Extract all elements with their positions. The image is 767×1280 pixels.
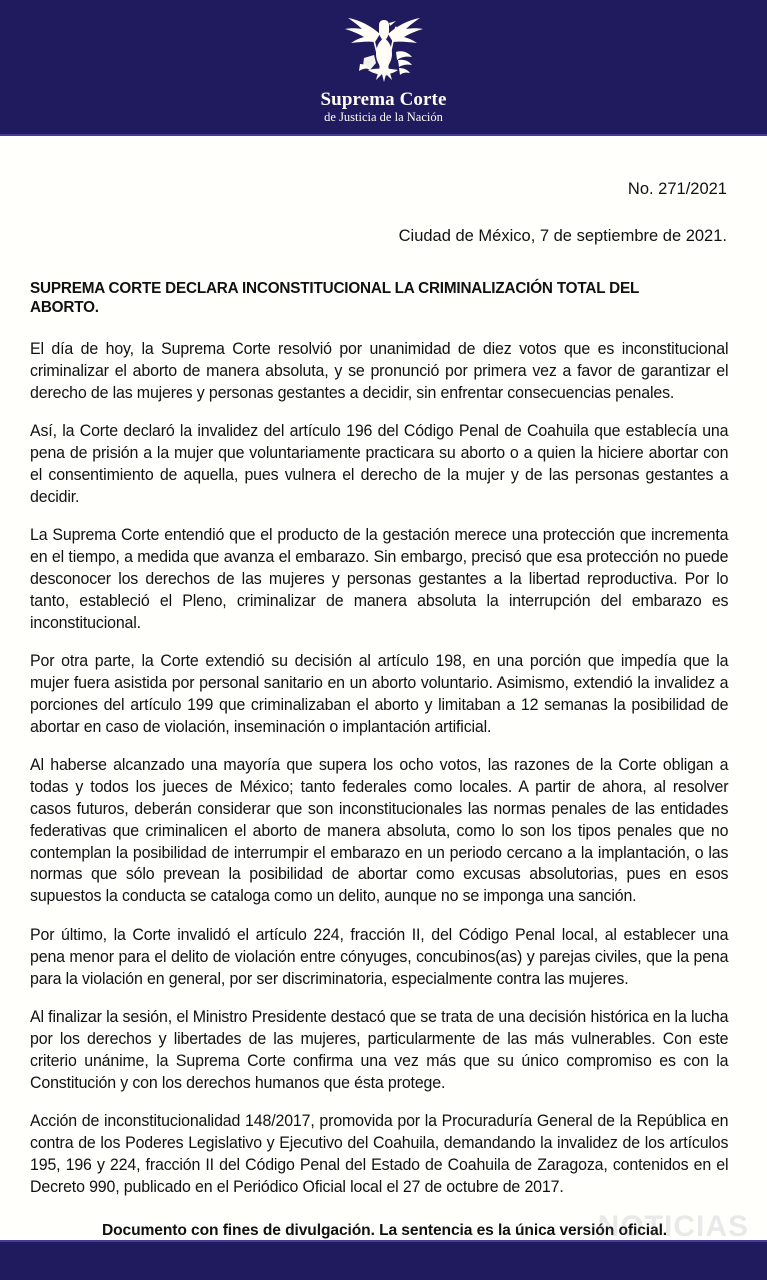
paragraph: Acción de inconstitucionalidad 148/2017, promovida por la Procuraduría General de la República en contra de los Poderes Legislativo y Ejecutivo del Coahuila, demandando la invalidez de los artículos 195, 196 y 224, fracción II del Código Penal del Estado de Coahuila de Zaragoza, contenidos en el Decreto 990, publicado en el Periódico Oficial local el 27 de octubre de 2017. [30, 1112, 729, 1196]
paragraph: Así, la Corte declaró la invalidez del artículo 196 del Código Penal de Coahuila que establecía una pena de prisión a la mujer que voluntariamente practicara su aborto o a quien la hiciere abortar con el consentimiento de aquella, pues vulnera el derecho de la mujer y de las personas gestantes a decidir. [30, 422, 729, 506]
document-body [0, 136, 767, 1240]
mexican-eagle-emblem [330, 8, 438, 88]
disclaimer-note: Documento con fines de divulgación. La sentencia es la única versión oficial. [101, 1221, 668, 1239]
header-band [0, 0, 767, 136]
footer-band [0, 1240, 767, 1280]
paragraph: Por otra parte, la Corte extendió su decisión al artículo 198, en una porción que impedía que la mujer fuera asistida por personal sanitario en un aborto voluntario. Asimismo, extendió la invalidez a porciones del artículo 199 que criminalizaban el aborto y limitaban a 12 semanas la posibilidad de abortar en caso de violación, inseminación o implantación artificial. [30, 652, 729, 736]
paragraph: Por último, la Corte invalidó el artículo 224, fracción II, del Código Penal local, al establecer una pena menor para el delito de violación entre cónyuges, concubinos(as) y parejas civiles, que la pena para la violación en general, por ser discriminatoria, especialmente contra las mujeres. [30, 925, 729, 988]
paragraph: Al haberse alcanzado una mayoría que supera los ocho votos, las razones de la Corte obligan a todas y todos los jueces de México; tanto federales como locales. A partir de ahora, al resolver casos futuros, deberán considerar que son inconstitucionales las normas penales de las entidades federativas que criminalicen el aborto de manera absoluta, como lo son los tipos penales que no contemplan la posibilidad de interrumpir el embarazo en un periodo cercano a la implantación, o las normas que sólo prevean la posibilidad de abortar como excusas absolutorias, pues en esos supuestos la conducta se cataloga como un delito, aunque no se imponga una sanción. [30, 756, 729, 906]
page-title: SUPREMA CORTE DECLARA INCONSTITUCIONAL LA CRIMINALIZACIÓN TOTAL DEL ABORTO. [30, 279, 639, 316]
logo-title: Suprema Corte [320, 89, 447, 110]
document-place-date: Ciudad de México, 7 de septiembre de 2021. [398, 226, 727, 245]
logo-subtitle: de Justicia de la Nación [324, 109, 443, 124]
watermark: NOTICIAS [597, 1210, 749, 1243]
document-number: No. 271/2021 [627, 180, 727, 198]
scjn-logo [284, 0, 484, 124]
paragraph: El día de hoy, la Suprema Corte resolvió por unanimidad de diez votos que es inconstitucional criminalizar el aborto de manera absoluta, y se pronunció por primera vez a favor de garantizar el derecho de las mujeres y personas gestantes a decidir, sin enfrentar consecuencias penales. [30, 339, 729, 402]
paragraph: La Suprema Corte entendió que el producto de la gestación merece una protección que incrementa en el tiempo, a medida que avanza el embarazo. Sin embargo, precisó que esa protección no puede desconocer los derechos de las mujeres y personas gestantes a la libertad reproductiva. Por lo tanto, estableció el Pleno, criminalizar de manera absoluta la interrupción del embarazo es inconstitucional. [30, 526, 729, 632]
paragraph: Al finalizar la sesión, el Ministro Presidente destacó que se trata de una decisión histórica en la lucha por los derechos y libertades de las mujeres, particularmente de las más vulnerables. Con este criterio unánime, la Suprema Corte confirma una vez más que su único compromiso es con la Constitución y con los derechos humanos que ésta protege. [30, 1008, 729, 1092]
paragraph-list [30, 339, 739, 1199]
